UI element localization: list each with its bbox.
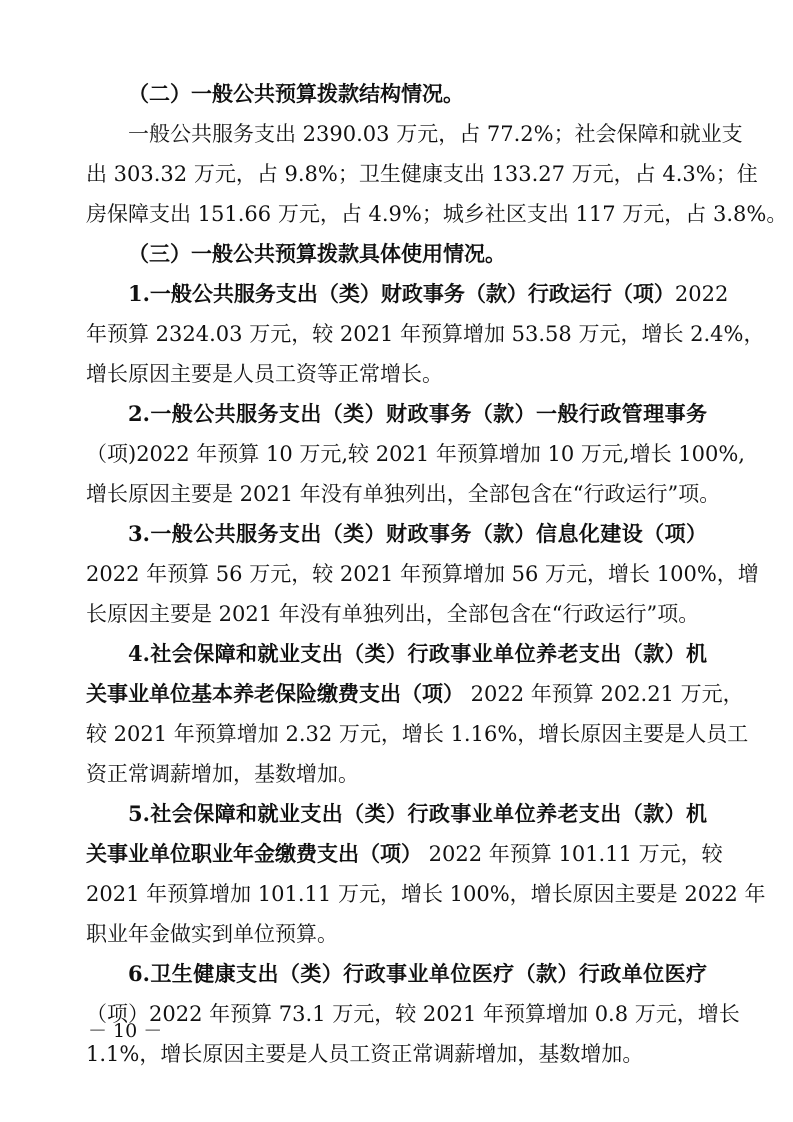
paragraph-item-4 <box>86 634 749 794</box>
item-text: 2022 年预算 202.21 万元， <box>464 682 744 706</box>
paragraph-line <box>86 834 723 874</box>
paragraph-line: 房保障支出 151.66 万元，占 4.9%；城乡社区支出 117 万元，占 3.8%。 <box>86 202 788 226</box>
paragraph-line: 年预算 2324.03 万元，较 2021 年预算增加 53.58 万元，增长 2.4%， <box>86 322 765 346</box>
paragraph-line: 较 2021 年预算增加 2.32 万元，增长 1.16%，增长原因主要是人员工 <box>86 722 749 746</box>
paragraph-line <box>86 674 744 714</box>
item-lead: 2.一般公共服务支出（类）财政事务（款）一般行政管理事务 <box>128 401 707 426</box>
paragraph-line <box>86 634 707 674</box>
page-number: － 10 － <box>88 1020 163 1042</box>
paragraph-line: 出 303.32 万元，占 9.8%；卫生健康支出 133.27 万元，占 4.3%；住 <box>86 162 758 186</box>
paragraph-line: （项)2022 年预算 10 万元,较 2021 年预算增加 10 万元,增长 100%, <box>86 442 745 466</box>
item-lead-cont: 关事业单位基本养老保险缴费支出（项） <box>86 681 464 706</box>
item-lead: 4.社会保障和就业支出（类）行政事业单位养老支出（款）机 <box>128 641 707 666</box>
paragraph-line: 资正常调薪增加，基数增加。 <box>86 762 359 786</box>
paragraph-item-1 <box>86 274 765 394</box>
paragraph-line: 职业年金做实到单位预算。 <box>86 922 338 946</box>
paragraph-line <box>86 794 707 834</box>
paragraph-line <box>86 394 707 434</box>
paragraph-line <box>86 514 707 554</box>
item-lead-cont: 关事业单位职业年金缴费支出（项） <box>86 841 422 866</box>
item-lead: 1.一般公共服务支出（类）财政事务（款）行政运行（项） <box>128 281 675 306</box>
paragraph-line: 增长原因主要是人员工资等正常增长。 <box>86 362 443 386</box>
section-heading-usage: （三）一般公共预算拨款具体使用情况。 <box>128 241 506 266</box>
item-lead: 5.社会保障和就业支出（类）行政事业单位养老支出（款）机 <box>128 801 707 826</box>
paragraph-line: 2021 年预算增加 101.11 万元，增长 100%，增长原因主要是 2022 年 <box>86 882 766 906</box>
paragraph-item-2 <box>86 394 745 514</box>
item-lead: 6.卫生健康支出（类）行政事业单位医疗（款）行政单位医疗 <box>128 961 707 986</box>
paragraph-line: 1.1%，增长原因主要是人员工资正常调薪增加，基数增加。 <box>86 1042 644 1066</box>
paragraph-line: 增长原因主要是 2021 年没有单独列出，全部包含在“行政运行”项。 <box>86 482 721 506</box>
section-heading-structure: （二）一般公共预算拨款结构情况。 <box>128 81 464 106</box>
document-body <box>86 74 788 1074</box>
item-lead: 3.一般公共服务支出（类）财政事务（款）信息化建设（项） <box>128 521 707 546</box>
paragraph-line: （项）2022 年预算 73.1 万元，较 2021 年预算增加 0.8 万元，增长 <box>86 1002 740 1026</box>
paragraph-item-6 <box>86 954 740 1074</box>
item-text: 2022 <box>674 282 729 306</box>
paragraph-line: 2022 年预算 56 万元，较 2021 年预算增加 56 万元，增长 100%，增 <box>86 562 759 586</box>
paragraph-item-3 <box>86 514 759 634</box>
paragraph-line: 长原因主要是 2021 年没有单独列出，全部包含在“行政运行”项。 <box>86 602 700 626</box>
paragraph-item-5 <box>86 794 766 954</box>
paragraph-structure <box>86 114 788 234</box>
paragraph-line <box>86 274 729 314</box>
paragraph-line <box>86 954 707 994</box>
paragraph-line: 一般公共服务支出 2390.03 万元，占 77.2%；社会保障和就业支 <box>128 122 743 146</box>
item-text: 2022 年预算 101.11 万元，较 <box>422 842 723 866</box>
